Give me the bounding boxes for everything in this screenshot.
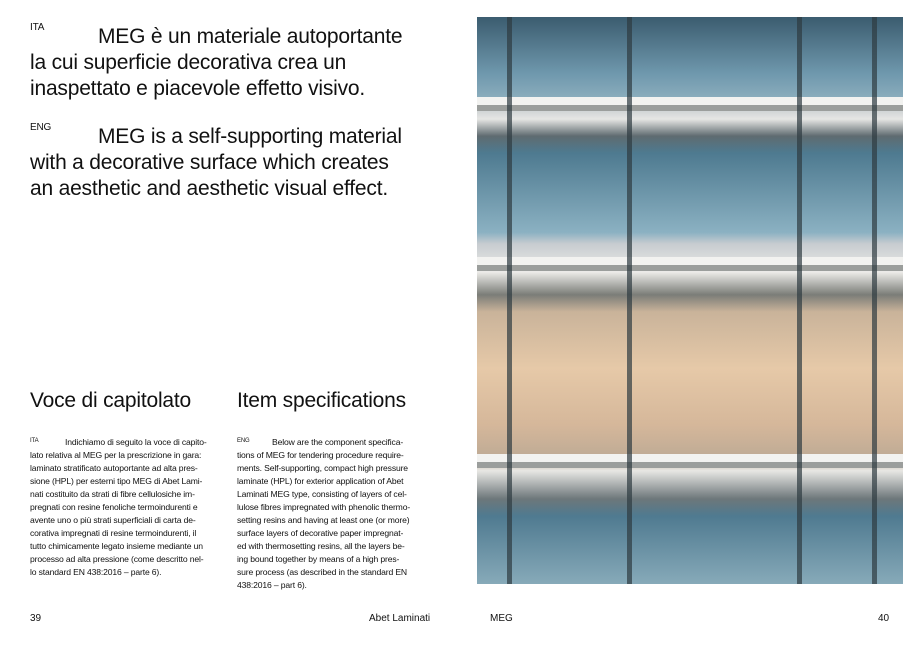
intro-line: MEG è un materiale autoportante <box>98 25 403 48</box>
intro-line: la cui superficie decorativa crea un <box>30 51 347 74</box>
body-text-eng <box>237 436 437 592</box>
body-line: ing bound together by means of a high pres- <box>237 554 400 564</box>
body-line: ments. Self-supporting, compact high pressure <box>237 463 408 473</box>
building-facade-photo <box>477 17 903 584</box>
lang-tag: ENG <box>30 122 52 133</box>
body-line: avente uno o più strati superficiali di carta de- <box>30 515 196 525</box>
lang-tag: ITA <box>30 438 39 444</box>
section-title-eng: Item specifications <box>237 389 406 412</box>
page-number-right: 40 <box>878 613 890 624</box>
body-line: nati costituito da strati di fibre cellulosiche im- <box>30 489 195 499</box>
body-line: processo ad alta pressione (come descritto nel- <box>30 554 204 564</box>
body-line: lo standard EN 438:2016 – parte 6). <box>30 567 162 577</box>
body-line: 438:2016 – part 6). <box>237 580 307 590</box>
section-title-ita: Voce di capitolato <box>30 389 192 412</box>
body-line: tutto chimicamente legato insieme mediante un <box>30 541 203 551</box>
body-line: lato relativa al MEG per la prescrizione in gara: <box>30 450 202 460</box>
intro-line: inaspettato e piacevole effetto visivo. <box>30 77 366 100</box>
body-line: pregnati con resine fenoliche termoindurenti e <box>30 502 198 512</box>
lang-tag: ITA <box>30 22 45 33</box>
body-line: setting resins and having at least one (or more) <box>237 515 410 525</box>
body-line: surface layers of decorative paper impregnat- <box>237 528 404 538</box>
body-line: tions of MEG for tendering procedure require- <box>237 450 404 460</box>
intro-eng <box>30 124 430 202</box>
body-line: ed with thermosetting resins, all the layers be- <box>237 541 405 551</box>
brand-name: Abet Laminati <box>369 613 431 624</box>
running-title: MEG <box>490 613 513 624</box>
body-line: sure process (as described in the standard EN <box>237 567 407 577</box>
body-text-ita <box>30 436 230 579</box>
body-line: Laminati MEG type, consisting of layers of cel- <box>237 489 407 499</box>
body-line: laminato stratificato autoportante ad alta pres- <box>30 463 198 473</box>
intro-line: MEG is a self-supporting material <box>98 125 402 148</box>
body-line: laminate (HPL) for exterior application of Abet <box>237 476 404 486</box>
body-line: sione (HPL) per esterni tipo MEG di Abet Lami- <box>30 476 203 486</box>
lang-tag: ENG <box>237 438 250 444</box>
intro-line: an aesthetic and aesthetic visual effect. <box>30 177 388 200</box>
body-line: corativa impregnati di resine termoindurenti, il <box>30 528 197 538</box>
body-line: lulose fibres impregnated with phenolic thermo- <box>237 502 411 512</box>
body-line: Below are the component specifica- <box>272 437 404 447</box>
body-line: Indichiamo di seguito la voce di capito- <box>65 437 207 447</box>
intro-line: with a decorative surface which creates <box>30 151 389 174</box>
intro-ita <box>30 24 430 102</box>
page-number-left: 39 <box>30 613 42 624</box>
